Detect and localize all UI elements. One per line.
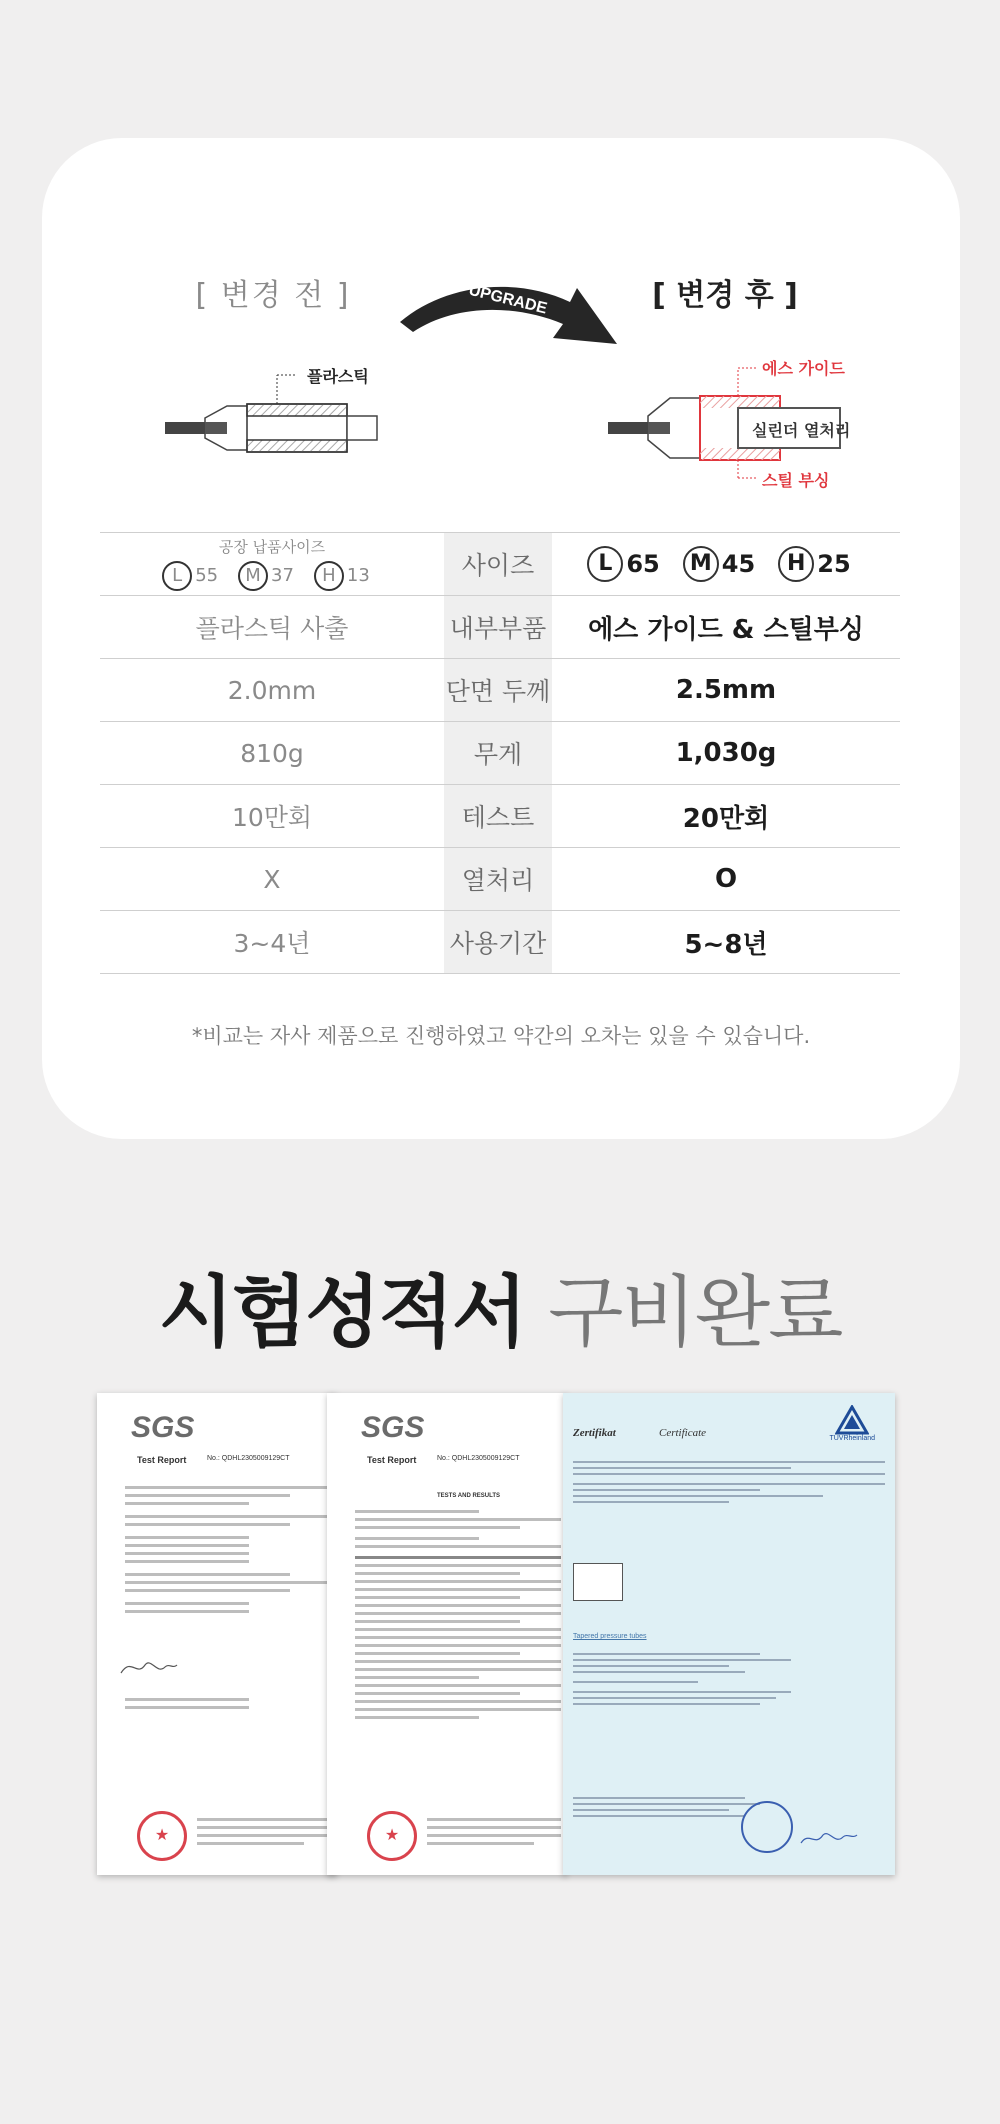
size-value: 65	[626, 550, 660, 578]
steel-bushing-callout: 스틸 부싱	[762, 471, 830, 490]
upgrade-arrow-icon	[395, 274, 625, 354]
comparison-table	[100, 532, 900, 974]
after-value: 에스 가이드 & 스틸부싱	[552, 596, 900, 659]
before-value: 2.0mm	[100, 659, 444, 722]
upgrade-label: UPGRADE	[466, 281, 549, 318]
table-row	[100, 911, 900, 974]
report-number: No.: QDHL2305009129CT	[207, 1455, 290, 1462]
before-label: [ 변경 전 ]	[195, 278, 351, 313]
table-row	[100, 722, 900, 785]
before-value: X	[100, 848, 444, 911]
factory-size-title: 공장 납품사이즈	[218, 537, 326, 556]
table-row	[100, 659, 900, 722]
table-row	[100, 596, 900, 659]
seal-icon: ★	[367, 1811, 417, 1861]
report-title: Test Report	[137, 1455, 187, 1465]
table-row-size	[100, 533, 900, 596]
size-m-icon: M	[238, 561, 268, 591]
size-value: 45	[721, 550, 756, 578]
disclaimer-note: *비교는 자사 제품으로 진행하였고 약간의 오차는 있을 수 있습니다.	[191, 1024, 811, 1048]
cylinder-callout: 실린더 열처리	[752, 421, 851, 440]
certificates-heading	[0, 1250, 1000, 1362]
cert-subtitle: Certificate	[659, 1427, 707, 1439]
heading-bold: 시험성적서	[158, 1268, 526, 1358]
row-label: 열처리	[444, 848, 552, 911]
size-value: 37	[271, 565, 294, 586]
size-value: 25	[817, 550, 851, 578]
table-row	[100, 848, 900, 911]
before-size-cell	[100, 533, 444, 596]
after-value: O	[552, 848, 900, 911]
size-h-icon: H	[778, 546, 814, 582]
row-label: 내부부품	[444, 596, 552, 659]
stamp-icon	[741, 1801, 793, 1853]
sgs-logo: SGS	[361, 1411, 425, 1444]
after-value: 2.5mm	[552, 659, 900, 722]
section-title: TESTS AND RESULTS	[437, 1493, 501, 1499]
signature-icon	[799, 1827, 859, 1849]
seal-icon: ★	[137, 1811, 187, 1861]
size-l-icon: L	[162, 561, 192, 591]
row-label: 사용기간	[444, 911, 552, 974]
after-value: 5~8년	[552, 911, 900, 974]
size-l-icon: L	[587, 546, 623, 582]
after-size-cell	[552, 533, 900, 596]
plastic-callout: 플라스틱	[307, 367, 369, 386]
heading-light: 구비완료	[548, 1268, 842, 1358]
after-value: 1,030g	[552, 722, 900, 785]
row-label: 테스트	[444, 785, 552, 848]
size-value: 13	[346, 565, 370, 586]
after-label: [ 변경 후 ]	[652, 278, 798, 313]
row-label: 단면 두께	[444, 659, 552, 722]
cert-title: Zertifikat	[573, 1427, 616, 1439]
tuv-certificate	[563, 1393, 895, 1875]
sgs-report-1	[97, 1393, 337, 1875]
signature-icon	[119, 1655, 179, 1679]
size-h-icon: H	[314, 561, 344, 591]
ess-guide-callout: 에스 가이드	[762, 359, 845, 378]
before-value: 10만회	[100, 785, 444, 848]
table-row	[100, 785, 900, 848]
size-value: 55	[195, 565, 219, 586]
before-value: 3~4년	[100, 911, 444, 974]
report-title: Test Report	[367, 1455, 417, 1465]
tuv-mark-icon	[573, 1563, 623, 1601]
before-value: 810g	[100, 722, 444, 785]
product-name: Tapered pressure tubes	[573, 1633, 647, 1640]
sgs-report-2	[327, 1393, 567, 1875]
tuv-brand: TÜVRheinland	[829, 1435, 875, 1442]
sgs-logo: SGS	[131, 1411, 195, 1444]
before-value: 플라스틱 사출	[100, 596, 444, 659]
after-value: 20만회	[552, 785, 900, 848]
row-label: 사이즈	[444, 533, 552, 596]
row-label: 무게	[444, 722, 552, 785]
tuv-logo-icon	[835, 1405, 869, 1435]
size-m-icon: M	[683, 546, 719, 582]
report-number: No.: QDHL2305009129CT	[437, 1455, 520, 1462]
